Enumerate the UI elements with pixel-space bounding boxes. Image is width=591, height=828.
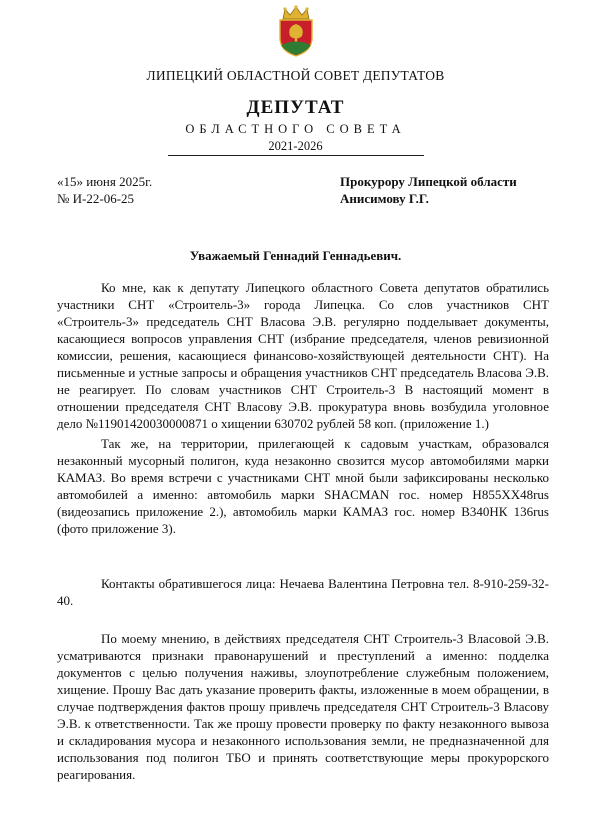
lipetsk-coat-of-arms-icon (275, 5, 317, 57)
term-years: 2021-2026 (268, 139, 323, 153)
greeting: Уважаемый Геннадий Геннадьевич. (189, 248, 402, 263)
paragraph-4-block (57, 630, 549, 783)
body-paragraph: Так же, на территории, прилегающей к садовым участкам, образовался незаконный мусорный полигон, куда незаконно свозится мусор автомобилями марки КАМАЗ. Во время встречи с участниками СНТ мной были зафиксированы несколько автомобилей а именно: автомобиль марки SHACMAN гос. номер Н855ХХ48rus (видеозапись приложение 2.), автомобиль марки КАМАЗ гос. номер В340НК 136rus (фото приложение 3). (57, 436, 549, 536)
organization-name: ЛИПЕЦКИЙ ОБЛАСТНОЙ СОВЕТ ДЕПУТАТОВ (146, 68, 445, 83)
body-paragraph: По моему мнению, в действиях председателя СНТ Строитель-3 Власовой Э.В. усматриваются признаки правонарушений и преступлений а именно: подделка документов с целью получения наживы, злоупотребление служебным положением, хищение. Прошу Вас дать указание проверить факты, изложенные в моем обращении, в случае подтверждения фактов прошу привлечь председателя СНТ Строитель-3 Власову Э.В. к ответственности. Так же прошу провести проверку по факту незаконного вывоза и складирования мусора и незаконного использования земли, не предназначенной для использования под полигон ТБО и принять соответствующие меры прокурорского реагирования. (57, 631, 549, 782)
document-subtitle: ОБЛАСТНОГО СОВЕТА (185, 122, 406, 136)
body-paragraph: Контакты обратившегося лица: Нечаева Валентина Петровна тел. 8-910-259-32-40. (57, 576, 549, 608)
letter-date: «15» июня 2025г. (57, 174, 153, 189)
body-paragraph: Ко мне, как к депутату Липецкого областного Совета депутатов обратились участники СНТ «Строитель-3» города Липецка. Со слов участников СНТ «Строитель-3» председатель СНТ Власова Э.В. регулярно подделывает документы, касающиеся вопросов управления СНТ (избрание председателя, членов ревизионной комиссии, решения, касающиеся финансово-хозяйствующей деятельности СНТ). На письменные и устные запросы и обращения участников СНТ председатель Власова Э.В. не реагирует. По словам участников СНТ Строитель-3 В настоящий момент в отношении председателя СНТ Власову Э.В. прокуратура вновь возбудила уголовное дело №11901420030000871 о хищении 630702 рублей 58 коп. (приложение 1.) (57, 280, 549, 431)
paragraph-1-block (57, 279, 549, 432)
hill-shape (282, 42, 311, 56)
header-divider (168, 155, 424, 156)
addressee-name: Анисимову Г.Г. (340, 191, 429, 206)
paragraph-2-block (57, 435, 549, 537)
paragraph-3-block (57, 575, 549, 609)
crown-shape (283, 7, 309, 19)
letter-meta (57, 173, 152, 207)
addressee-block (340, 173, 517, 207)
letter-number: № И-22-06-25 (57, 191, 135, 206)
document-title: ДЕПУТАТ (246, 97, 345, 118)
addressee-position: Прокурору Липецкой области (340, 174, 517, 189)
